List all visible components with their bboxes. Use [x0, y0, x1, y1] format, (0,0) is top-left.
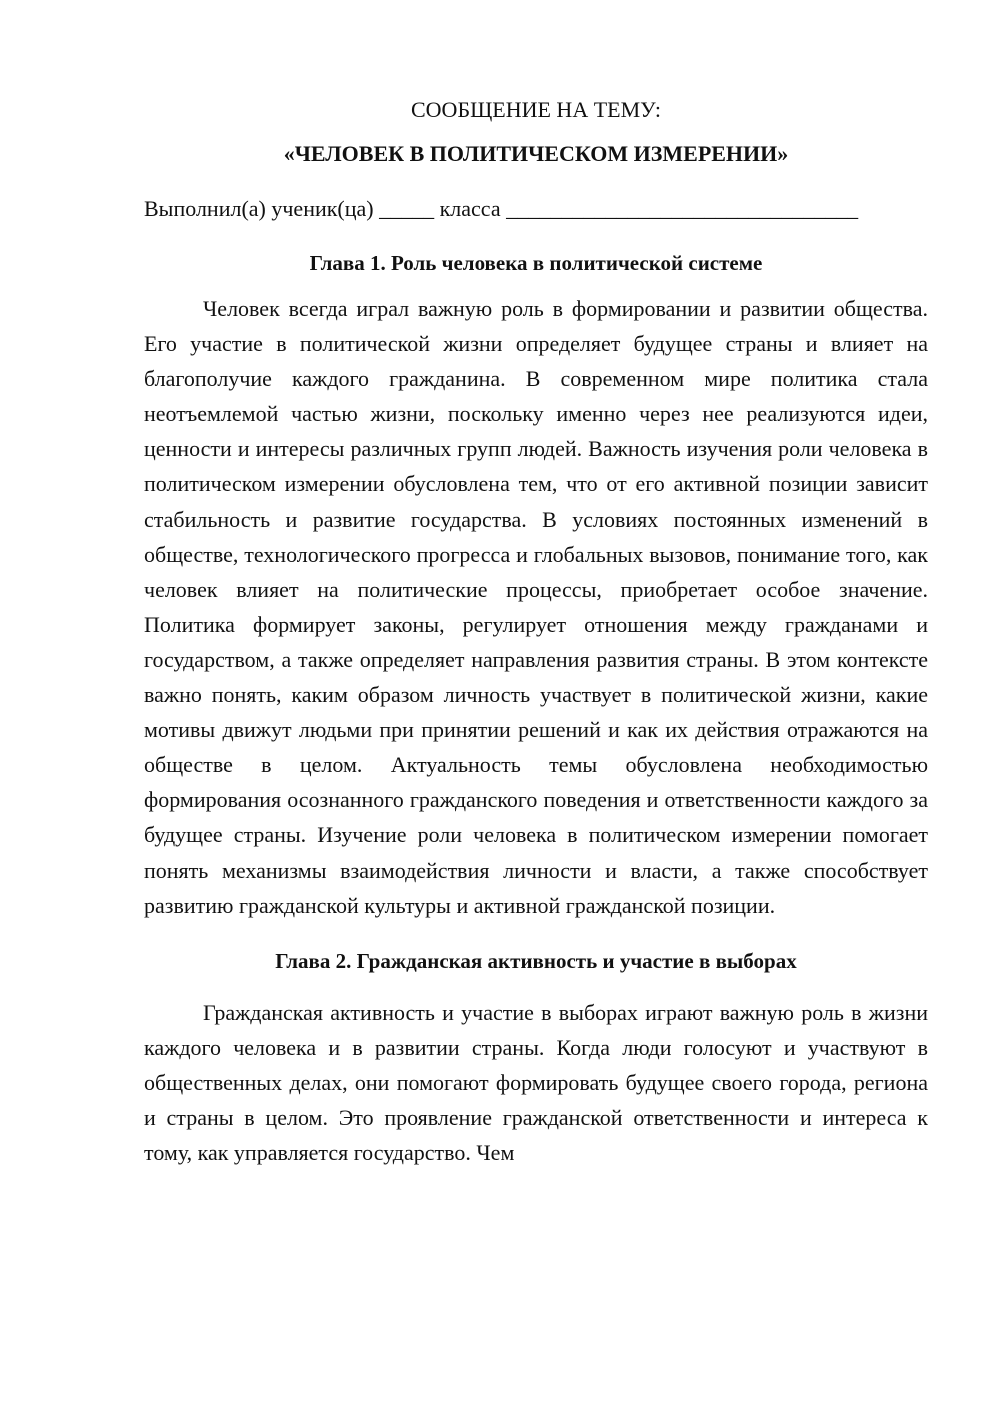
author-line: Выполнил(а) ученик(ца) _____ класса ________________________________ [144, 196, 859, 221]
report-title: «ЧЕЛОВЕК В ПОЛИТИЧЕСКОМ ИЗМЕРЕНИИ» [283, 141, 789, 166]
report-title-prefix: СООБЩЕНИЕ НА ТЕМУ: [411, 97, 661, 122]
chapter-2-paragraph: Гражданская активность и участие в выборах играют важную роль в жизни каждого человека и в развитии страны. Когда люди голосуют и участвуют в общественных делах, они помогают формировать будущее своего города, региона и страны в целом. Это проявление гражданской ответственности и интереса к тому, как управляется государство. Чем [144, 999, 928, 1166]
chapter-2-heading: Глава 2. Гражданская активность и участие в выборах [275, 948, 797, 973]
chapter-1-heading: Глава 1. Роль человека в политической системе [309, 251, 763, 275]
document-page [144, 96, 928, 1170]
chapter-1-paragraph: Человек всегда играл важную роль в формировании и развитии общества. Его участие в политической жизни определяет будущее страны и влияет на благополучие каждого гражданина. В современном мире политика стала неотъемлемой частью жизни, поскольку именно через нее реализуются идеи, ценности и интересы различных групп людей. Важность изучения роли человека в политическом измерении обусловлена тем, что от его активной позиции зависит стабильность и развитие государства. В условиях постоянных изменений в обществе, технологического прогресса и глобальных вызовов, понимание того, как человек влияет на политические процессы, приобретает особое значение. Политика формирует законы, регулирует отношения между гражданами и государством, а также определяет направления развития страны. В этом контексте важно понять, каким образом личность участвует в политической жизни, какие мотивы движут людьми при принятии решений и как их действия отражаются на обществе в целом. Актуальность темы обусловлена необходимостью формирования осознанного гражданского поведения и ответственности каждого за будущее страны. Изучение роли человека в политическом измерении помогает понять механизмы взаимодействия личности и власти, а также способствует развитию гражданской культуры и активной гражданской позиции. [144, 296, 928, 918]
